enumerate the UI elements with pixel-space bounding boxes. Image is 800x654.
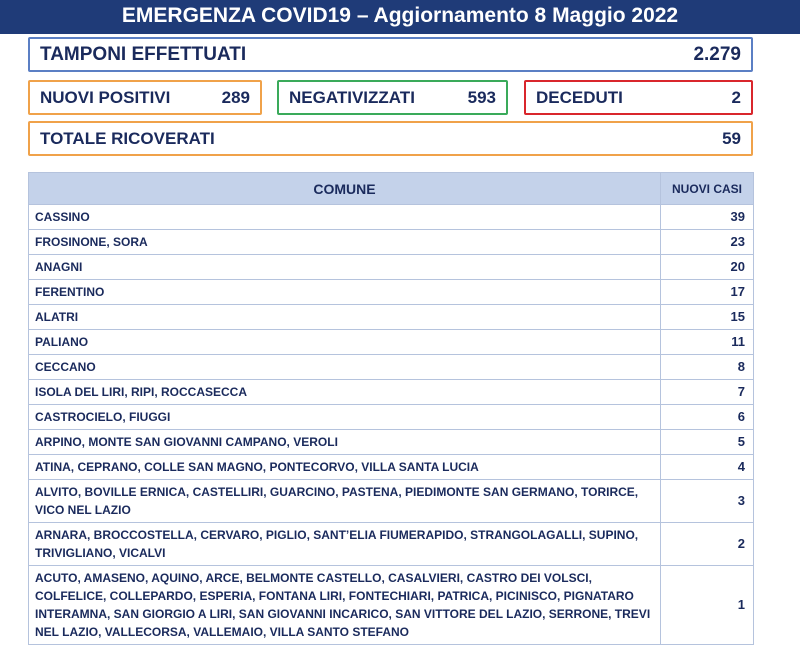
casi-cell: 15 [661, 305, 754, 330]
negativizzati-label: NEGATIVIZZATI [289, 87, 415, 107]
comune-cell: ACUTO, AMASENO, AQUINO, ARCE, BELMONTE CASTELLO, CASALVIERI, CASTRO DEI VOLSCI, COLFELICE, COLLEPARDO, ESPERIA, FONTANA LIRI, FONTECHIARI, PATRICA, PICINISCO, PIGNATARO INTERAMNA, SAN GIORGIO A LIRI, SAN GIOVANNI INCARICO, SAN VITTORE DEL LAZIO, SERRONE, TREVI NEL LAZIO, VALLECORSA, VALLEMAIO, VILLA SANTO STEFANO [29, 566, 661, 645]
table-row [29, 255, 754, 280]
casi-cell: 5 [661, 430, 754, 455]
casi-cell: 39 [661, 205, 754, 230]
casi-cell: 1 [661, 566, 754, 645]
casi-cell: 11 [661, 330, 754, 355]
comune-cell: ISOLA DEL LIRI, RIPI, ROCCASECCA [29, 380, 661, 405]
nuovi-positivi-box [28, 80, 262, 115]
negativizzati-value: 593 [467, 87, 496, 107]
casi-cell: 8 [661, 355, 754, 380]
casi-cell: 23 [661, 230, 754, 255]
casi-cell: 6 [661, 405, 754, 430]
comune-cell: ARNARA, BROCCOSTELLA, CERVARO, PIGLIO, SANT’ELIA FIUMERAPIDO, STRANGOLAGALLI, SUPINO, TRIVIGLIANO, VICALVI [29, 523, 661, 566]
comune-cell: CASSINO [29, 205, 661, 230]
casi-cell: 20 [661, 255, 754, 280]
nuovi-positivi-label: NUOVI POSITIVI [40, 87, 171, 107]
comune-cell: PALIANO [29, 330, 661, 355]
table-row [29, 455, 754, 480]
table-row [29, 205, 754, 230]
table-row [29, 430, 754, 455]
comune-cell: ALATRI [29, 305, 661, 330]
nuovi-positivi-value: 289 [221, 87, 250, 107]
totale-ricoverati-value: 59 [722, 128, 741, 148]
casi-cell: 2 [661, 523, 754, 566]
table-row [29, 305, 754, 330]
casi-cell: 17 [661, 280, 754, 305]
negativizzati-box [277, 80, 508, 115]
totale-ricoverati-label: TOTALE RICOVERATI [40, 128, 215, 148]
table-header-row [29, 173, 754, 205]
table-row [29, 480, 754, 523]
deceduti-label: DECEDUTI [536, 87, 623, 107]
table-row [29, 523, 754, 566]
tamponi-value: 2.279 [693, 43, 741, 65]
comune-cell: ANAGNI [29, 255, 661, 280]
comune-cell: CASTROCIELO, FIUGGI [29, 405, 661, 430]
comune-cell: ATINA, CEPRANO, COLLE SAN MAGNO, PONTECORVO, VILLA SANTA LUCIA [29, 455, 661, 480]
table-row [29, 380, 754, 405]
column-header-nuovi-casi: NUOVI CASI [661, 173, 754, 205]
casi-cell: 4 [661, 455, 754, 480]
comune-cell: ARPINO, MONTE SAN GIOVANNI CAMPANO, VEROLI [29, 430, 661, 455]
page-title: EMERGENZA COVID19 – Aggiornamento 8 Maggio 2022 [0, 0, 800, 34]
totale-ricoverati-box [28, 121, 753, 156]
deceduti-value: 2 [731, 87, 741, 107]
tamponi-label: TAMPONI EFFETTUATI [40, 43, 247, 65]
column-header-comune: COMUNE [29, 173, 661, 205]
deceduti-box [524, 80, 753, 115]
comuni-table [28, 172, 754, 645]
table-row [29, 230, 754, 255]
comune-cell: CECCANO [29, 355, 661, 380]
comune-cell: FERENTINO [29, 280, 661, 305]
table-row [29, 355, 754, 380]
comune-cell: FROSINONE, SORA [29, 230, 661, 255]
tamponi-box [28, 37, 753, 72]
casi-cell: 3 [661, 480, 754, 523]
table-row [29, 566, 754, 645]
comune-cell: ALVITO, BOVILLE ERNICA, CASTELLIRI, GUARCINO, PASTENA, PIEDIMONTE SAN GERMANO, TORIRCE, VICO NEL LAZIO [29, 480, 661, 523]
table-row [29, 405, 754, 430]
table-row [29, 330, 754, 355]
table-row [29, 280, 754, 305]
casi-cell: 7 [661, 380, 754, 405]
